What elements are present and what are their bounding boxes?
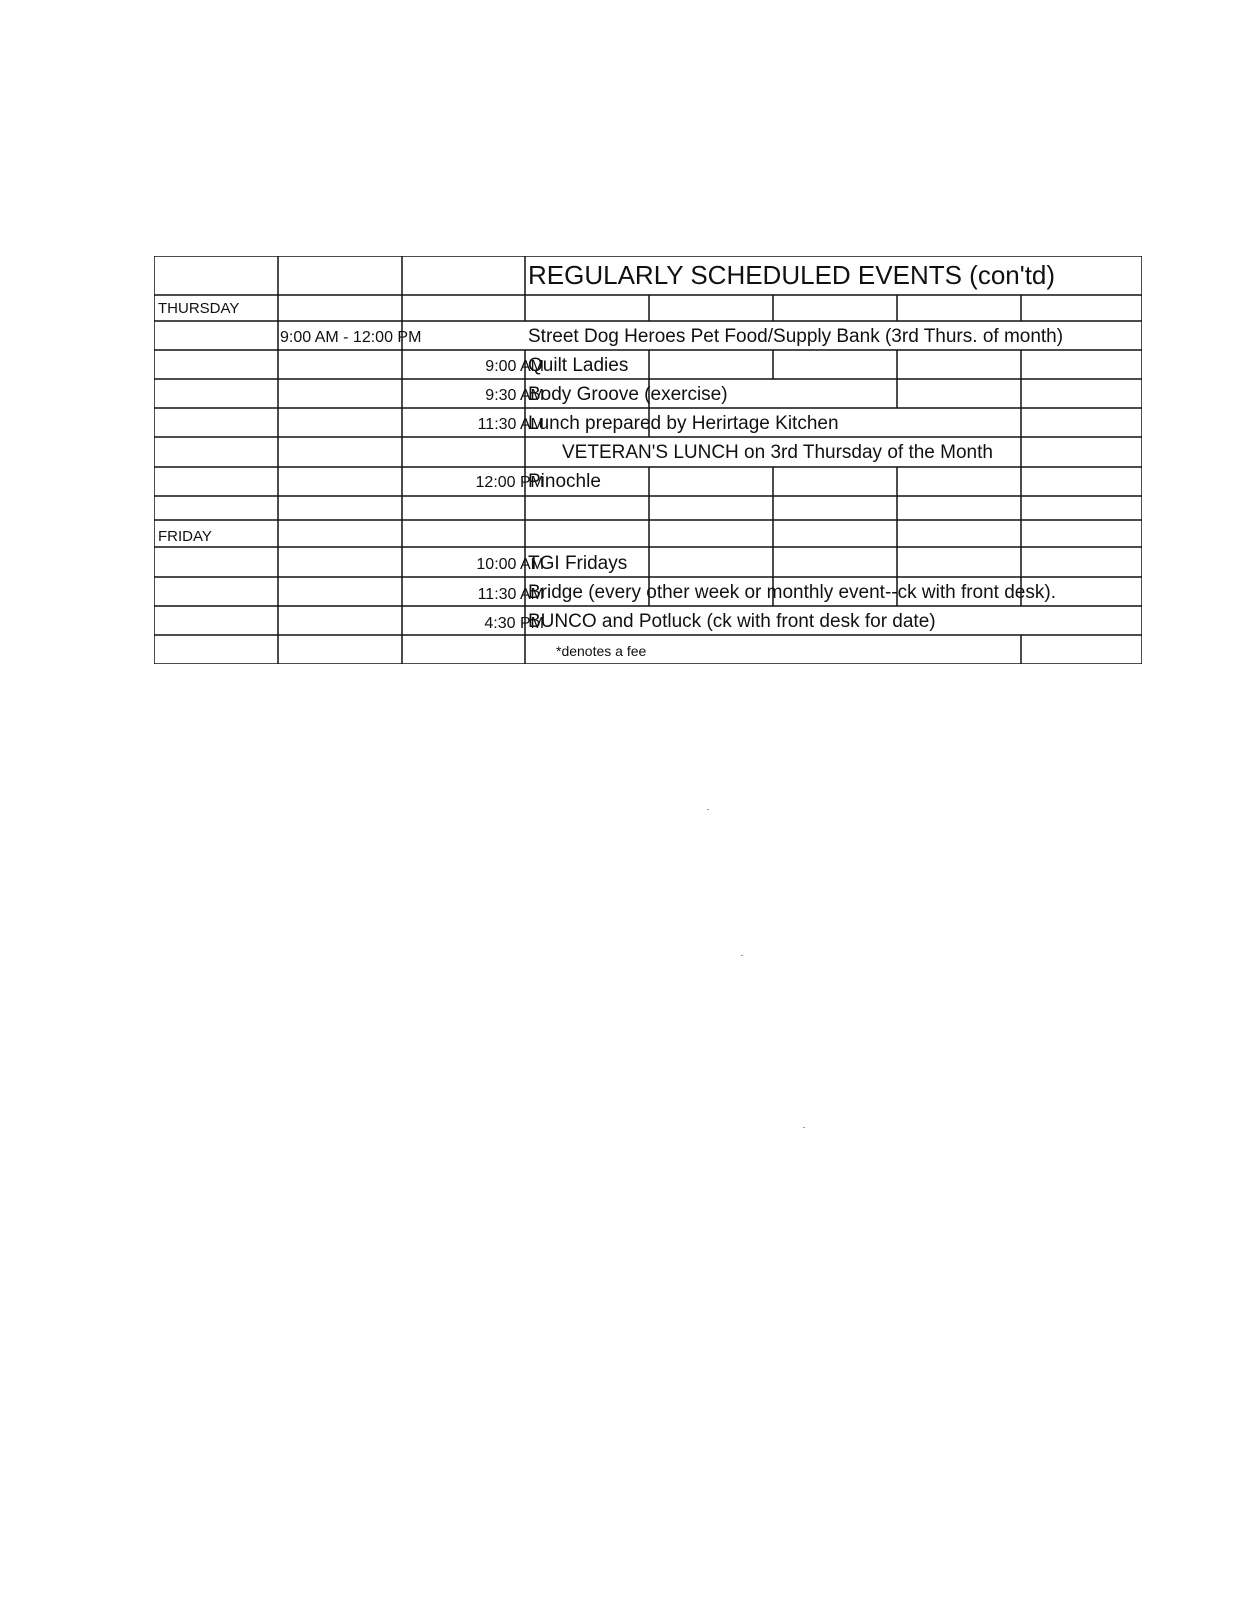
event-name: Quilt Ladies <box>528 355 629 376</box>
event-time: 9:30 AM <box>485 387 544 404</box>
event-time: 11:30 AM <box>477 586 544 603</box>
event-name: Body Groove (exercise) <box>528 384 728 405</box>
event-time: 11:30 AM <box>477 416 544 433</box>
day-label-thursday: THURSDAY <box>158 300 240 317</box>
table-title: REGULARLY SCHEDULED EVENTS (con'td) <box>528 260 1056 290</box>
fee-footnote: *denotes a fee <box>556 643 647 659</box>
event-name: Pinochle <box>528 471 601 492</box>
event-time: 4:30 PM <box>484 615 544 632</box>
event-name: Bridge (every other week or monthly event--ck with front desk). <box>528 582 1056 603</box>
event-name: TGI Fridays <box>528 553 628 574</box>
event-time: 9:00 AM - 12:00 PM <box>280 329 422 346</box>
event-name: Street Dog Heroes Pet Food/Supply Bank (3rd Thurs. of month) <box>528 326 1064 347</box>
scan-speck <box>741 955 743 956</box>
event-time: 10:00 AM <box>476 556 544 573</box>
event-time: 9:00 AM <box>485 358 544 375</box>
scan-speck <box>803 1127 805 1128</box>
event-name: BUNCO and Potluck (ck with front desk for date) <box>528 611 936 632</box>
scan-speck <box>707 809 709 810</box>
events-schedule-table <box>154 256 1142 664</box>
event-name: Lunch prepared by Herirtage Kitchen <box>528 413 839 434</box>
veterans-lunch-note: VETERAN'S LUNCH on 3rd Thursday of the Month <box>562 442 993 463</box>
day-label-friday: FRIDAY <box>158 528 212 545</box>
event-time: 12:00 PM <box>475 474 544 491</box>
